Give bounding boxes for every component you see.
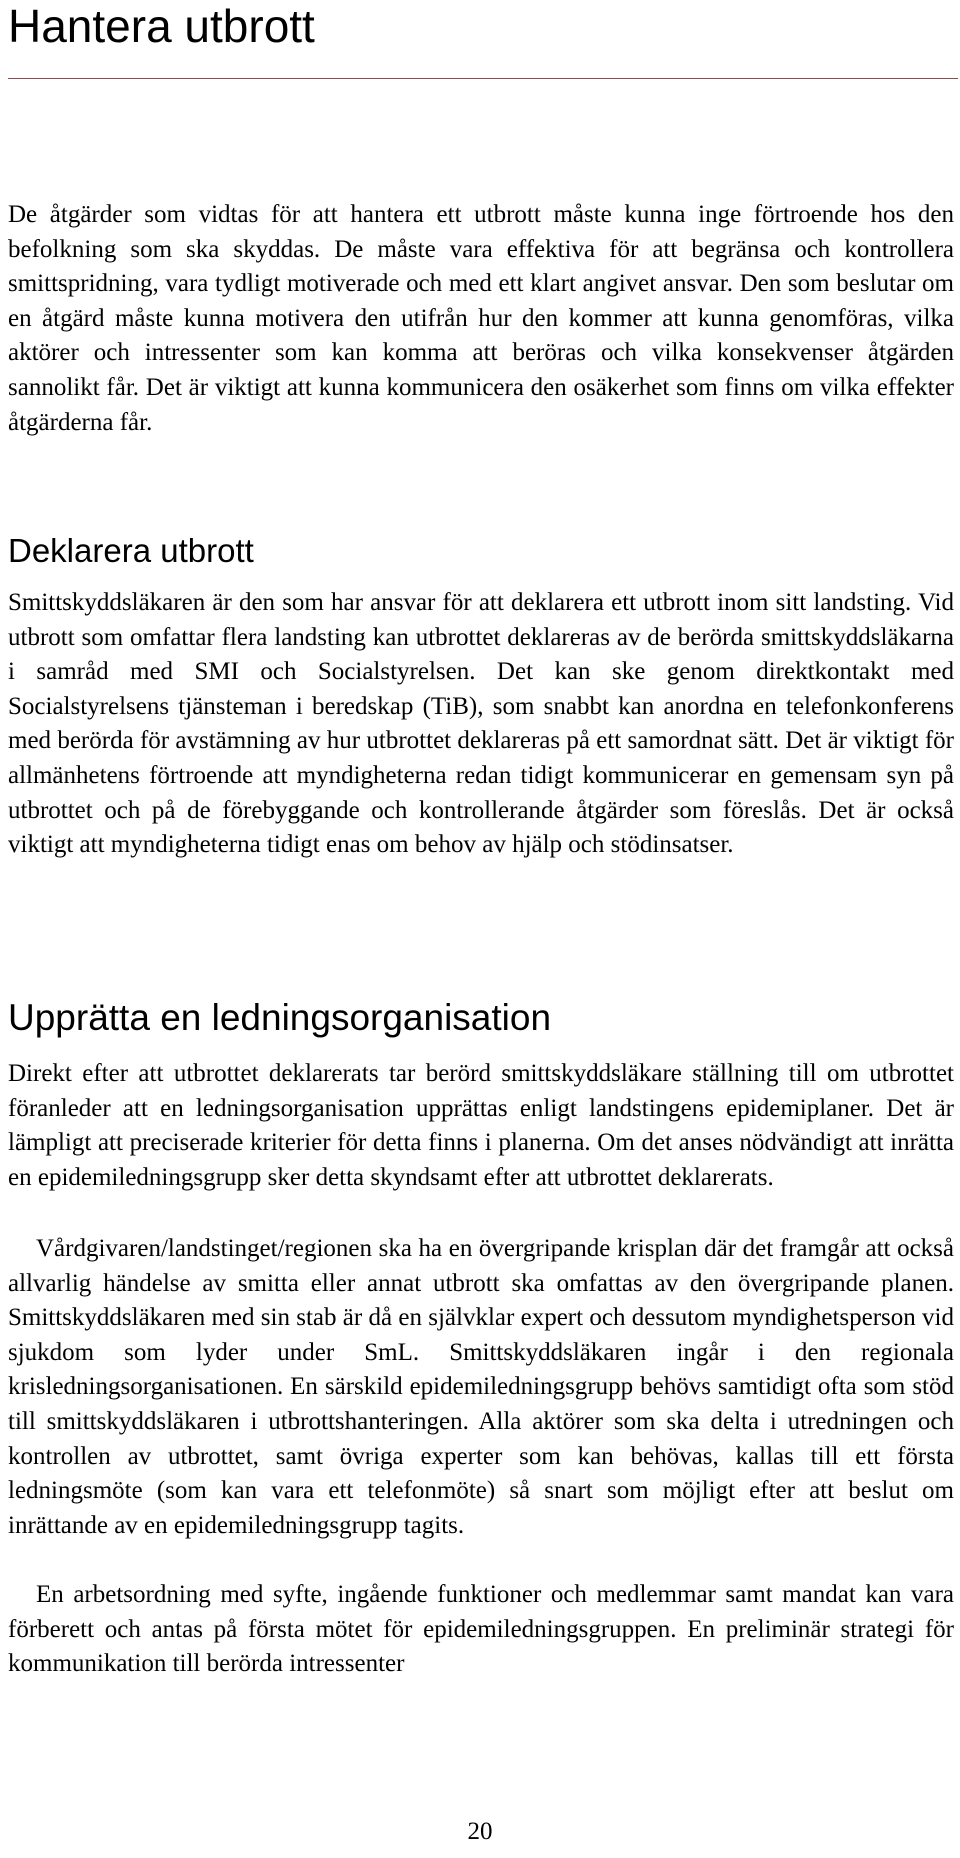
section-heading-uppratta-ledningsorganisation: Upprätta en ledningsorganisation — [8, 997, 552, 1038]
section-paragraph: Direkt efter att utbrottet deklarerats tar berörd smittskyddsläkare ställning till om utbrottet föranleder att en ledningsorganisation upprättas enligt landstingens epidemiplaner. Det är lämpligt att preciserade kriterier för detta finns i planerna. Om det anses nödvändigt att inrätta en epidemiledningsgrupp sker detta skyndsamt efter att utbrottet deklarerats. — [8, 1060, 954, 1191]
intro-paragraph: De åtgärder som vidtas för att hantera ett utbrott måste kunna inge förtroende hos den befolkning som ska skyddas. De måste vara effektiva för att begränsa och kontrollera smittspridning, vara tydligt motiverade och med ett klart angivet ansvar. Den som beslutar om en åtgärd måste kunna motivera den utifrån hur den kommer att kunna genomföras, vilka aktörer och intressenter som kan komma att beröras och vilka konsekvenser åtgärden sannolikt får. Det är viktigt att kunna kommunicera den osäkerhet som finns om vilka effekter åtgärderna får. — [8, 201, 954, 436]
section-heading-deklarera-utbrott: Deklarera utbrott — [8, 532, 254, 569]
section-paragraph: En arbetsordning med syfte, ingående funktioner och medlemmar samt mandat kan vara förberett och antas på första mötet för epidemiledningsgruppen. En preliminär strategi för kommunikation till berörda intressenter — [8, 1581, 954, 1678]
title-divider — [8, 78, 958, 79]
page-title: Hantera utbrott — [8, 0, 315, 52]
section-paragraph: Vårdgivaren/landstinget/regionen ska ha en övergripande krisplan där det framgår att också allvarlig händelse av smitta eller annat utbrott ska omfattas av den övergripande planen. Smittskyddsläkaren med sin stab är då en självklar expert och dessutom myndighetsperson vid sjukdom som lyder under SmL. Smittskyddsläkaren ingår i den regionala krisledningsorganisationen. En särskild epidemiledningsgrupp behövs samtidigt ofta som stöd till smittskyddsläkaren i utbrottshanteringen. Alla aktörer som ska delta i utredningen och kontrollen av utbrottet, samt övriga experter som kan behövas, kallas till ett första ledningsmöte (som kan vara ett telefonmöte) så snart som möjligt efter att beslut om inrättande av en epidemiledningsgrupp tagits. — [8, 1235, 954, 1539]
page-number: 20 — [467, 1818, 493, 1845]
section-paragraph: Smittskyddsläkaren är den som har ansvar för att deklarera ett utbrott inom sitt landsting. Vid utbrott som omfattar flera landsting kan utbrottet deklareras av de berörda smittskyddsläkarna i samråd med SMI och Socialstyrelsen. Det kan ske genom direktkontakt med Socialstyrelsens tjänsteman i beredskap (TiB), som snabbt kan anordna en telefonkonferens med berörda för avstämning av hur utbrottet deklareras på ett samordnat sätt. Det är viktigt för allmänhetens förtroende att myndigheterna redan tidigt kommunicerar en gemensam syn på utbrottet och på de förebyggande och kontrollerande åtgärder som föreslås. Det är också viktigt att myndigheterna tidigt enas om behov av hjälp och stödinsatser. — [8, 589, 954, 859]
